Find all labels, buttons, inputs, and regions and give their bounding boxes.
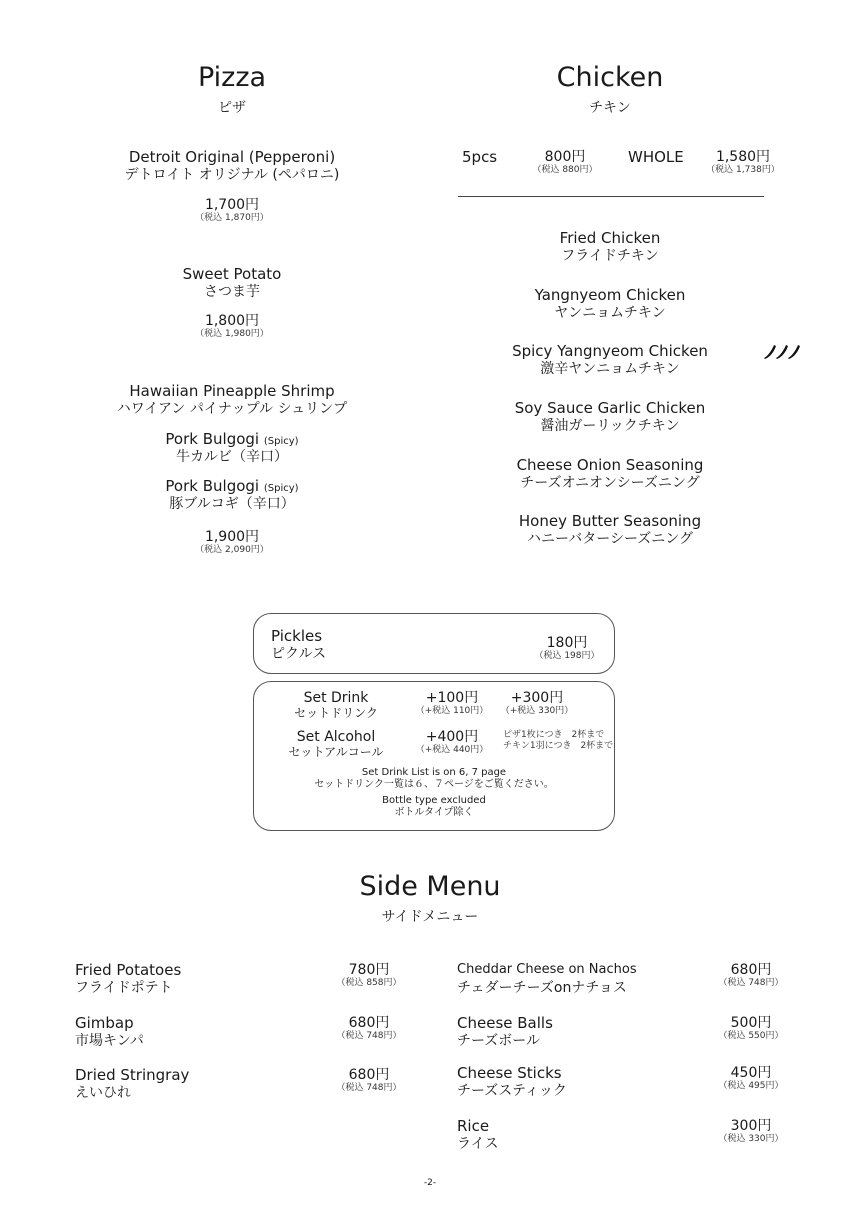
- side-item-jp: チーズボール: [457, 1033, 541, 1049]
- chicken-item-en: Spicy Yangnyeom Chicken: [512, 342, 708, 360]
- chicken-item-jp: ハニーバターシーズニング: [526, 531, 694, 547]
- tax-price: （税込 748円）: [718, 978, 784, 988]
- pizza-price: [72, 529, 392, 556]
- pizza-item: [72, 382, 392, 418]
- side-menu-subtitle: サイドメニュー: [381, 909, 479, 925]
- price-5pcs: [520, 149, 610, 176]
- price: 680円: [348, 1067, 390, 1083]
- price: +300円: [510, 690, 564, 706]
- size-whole: WHOLE: [628, 148, 684, 166]
- set-box: [253, 681, 615, 831]
- pizza-item: [72, 265, 392, 301]
- set-drink-en: Set Drink: [303, 690, 369, 706]
- pizza-subtitle: ピザ: [218, 100, 246, 116]
- set-drink: [278, 690, 394, 721]
- side-item: [457, 961, 637, 997]
- chili-pepper-icon: [762, 342, 802, 360]
- side-item: [457, 1014, 553, 1050]
- pickles-jp: ピクルス: [271, 646, 327, 662]
- pizza-price: [72, 197, 392, 224]
- chicken-item: [450, 399, 770, 435]
- chicken-item: [450, 456, 770, 492]
- pizza-price: [72, 313, 392, 340]
- tax-price: （税込 858円）: [336, 978, 402, 988]
- divider: [458, 196, 764, 197]
- set-drink-jp: セットドリンク: [294, 706, 378, 720]
- set-alcohol-jp: セットアルコール: [288, 745, 384, 759]
- side-item: [75, 961, 181, 997]
- chicken-item: [450, 229, 770, 265]
- tax-price: （税込 1,738円）: [706, 165, 780, 175]
- side-item-price: [708, 1065, 794, 1092]
- pizza-item-en: Pork Bulgogi: [165, 430, 260, 448]
- pizza-item-en: Hawaiian Pineapple Shrimp: [129, 382, 335, 400]
- pickles-en: Pickles: [271, 627, 323, 645]
- pizza-item-en: Sweet Potato: [182, 265, 282, 283]
- chicken-item-jp: 醤油ガーリックチキン: [540, 418, 680, 434]
- chicken-item-en: Yangnyeom Chicken: [534, 286, 686, 304]
- price: 180円: [546, 635, 588, 651]
- price: 300円: [730, 1118, 772, 1134]
- price: 450円: [730, 1065, 772, 1081]
- side-menu-title: Side Menu: [359, 871, 501, 902]
- chicken-item-en: Honey Butter Seasoning: [518, 512, 702, 530]
- price: +100円: [425, 690, 479, 706]
- side-item-jp: 市場キンパ: [75, 1033, 144, 1049]
- side-item-en: Dried Stringray: [75, 1066, 190, 1084]
- bottle-note: [254, 795, 614, 819]
- side-item-en: Cheese Sticks: [457, 1064, 562, 1082]
- tax-price: （税込 748円）: [336, 1031, 402, 1041]
- tax-price: （税込 880円）: [532, 165, 598, 175]
- tax-price: （税込 330円）: [718, 1134, 784, 1144]
- set-drink-price-1: [407, 690, 497, 717]
- tax-price: （税込 198円）: [534, 651, 600, 661]
- pizza-item-en: Detroit Original (Pepperoni): [128, 148, 336, 166]
- set-alcohol: [278, 729, 394, 760]
- chicken-item: [450, 512, 770, 548]
- pizza-item-jp: 豚ブルコギ（辛口）: [169, 496, 295, 512]
- chicken-item-en: Fried Chicken: [559, 229, 661, 247]
- side-item: [457, 1064, 567, 1100]
- side-item-jp: チーズスティック: [457, 1083, 567, 1099]
- side-item-price: [708, 962, 794, 989]
- chicken-item-jp: ヤンニョムチキン: [554, 305, 666, 321]
- set-drink-list-note: [254, 767, 614, 791]
- price: 1,900円: [204, 529, 260, 545]
- side-item-en: Cheese Balls: [457, 1014, 553, 1032]
- alcohol-note: チキン1羽につき 2杯まで: [503, 741, 614, 751]
- pickles-price: [522, 635, 612, 662]
- page-number: -2-: [423, 1178, 437, 1188]
- set-alcohol-en: Set Alcohol: [296, 729, 376, 745]
- price: 500円: [730, 1015, 772, 1031]
- tax-price: （税込 748円）: [336, 1083, 402, 1093]
- chicken-item: [450, 286, 770, 322]
- chicken-title: Chicken: [556, 62, 664, 93]
- tax-price: （税込 495円）: [718, 1081, 784, 1091]
- chicken-item-en: Cheese Onion Seasoning: [516, 456, 704, 474]
- side-item-jp: フライドポテト: [75, 980, 173, 996]
- list-note-en: Set Drink List is on 6, 7 page: [361, 767, 507, 778]
- side-item-jp: ライス: [457, 1136, 499, 1152]
- pickles-box: [253, 613, 615, 674]
- price: 680円: [348, 1015, 390, 1031]
- bottle-note-jp: ボトルタイプ除く: [394, 807, 474, 818]
- pizza-title: Pizza: [197, 62, 267, 93]
- side-item-price: [326, 1067, 412, 1094]
- tax-price: （税込 550円）: [718, 1031, 784, 1041]
- side-item-jp: えいひれ: [75, 1085, 131, 1101]
- spicy-note: (Spicy): [263, 483, 299, 494]
- price: 680円: [730, 962, 772, 978]
- side-item-en: Cheddar Cheese on Nachos: [457, 962, 637, 977]
- chicken-subtitle: チキン: [589, 100, 631, 116]
- price: 780円: [348, 962, 390, 978]
- chicken-item-en: Soy Sauce Garlic Chicken: [514, 399, 706, 417]
- bottle-note-en: Bottle type excluded: [382, 795, 486, 806]
- price-whole: [698, 149, 788, 176]
- pizza-item: [72, 430, 392, 466]
- pizza-item: [72, 477, 392, 513]
- side-item-price: [708, 1118, 794, 1145]
- chicken-item: [450, 342, 770, 378]
- spicy-note: (Spicy): [263, 436, 299, 447]
- price: 1,580円: [715, 149, 771, 165]
- tax-price: （税込 1,980円）: [195, 329, 269, 339]
- price: +400円: [425, 729, 479, 745]
- set-alcohol-price: [407, 729, 497, 756]
- side-item: [457, 1117, 498, 1153]
- side-item-jp: チェダーチーズonナチョス: [457, 980, 627, 996]
- side-item-price: [708, 1015, 794, 1042]
- pizza-item-jp: デトロイト オリジナル (ペパロニ): [124, 167, 340, 183]
- pizza-item-jp: さつま芋: [204, 284, 260, 300]
- side-item-en: Gimbap: [75, 1014, 134, 1032]
- pizza-item-jp: 牛カルビ（辛口）: [176, 449, 288, 465]
- set-drink-price-2: [492, 690, 582, 717]
- tax-price: （税込 2,090円）: [195, 545, 269, 555]
- pizza-item-jp: ハワイアン パイナップル シュリンプ: [116, 401, 348, 417]
- set-alcohol-notes: [503, 730, 613, 752]
- alcohol-note: ピザ1枚につき 2杯まで: [503, 730, 605, 740]
- chicken-item-jp: チーズオニオンシーズニング: [520, 475, 700, 491]
- side-item-price: [326, 1015, 412, 1042]
- tax-price: （+税込 110円）: [415, 706, 489, 716]
- chicken-item-jp: フライドチキン: [561, 248, 659, 264]
- side-item: [75, 1066, 189, 1102]
- size-5pcs: 5pcs: [462, 148, 498, 166]
- price: 1,800円: [204, 313, 260, 329]
- side-item-en: Fried Potatoes: [75, 961, 182, 979]
- tax-price: （+税込 440円）: [415, 745, 489, 755]
- pizza-item-en: Pork Bulgogi: [165, 477, 260, 495]
- price: 800円: [544, 149, 586, 165]
- tax-price: （税込 1,870円）: [195, 213, 269, 223]
- chicken-item-jp: 激辛ヤンニョムチキン: [540, 361, 680, 377]
- price: 1,700円: [204, 197, 260, 213]
- list-note-jp: セットドリンク一覧は６、７ページをご覧ください。: [314, 779, 554, 790]
- tax-price: （+税込 330円）: [500, 706, 574, 716]
- pizza-item: [72, 148, 392, 184]
- side-item: [75, 1014, 144, 1050]
- side-item-en: Rice: [457, 1117, 490, 1135]
- side-item-price: [326, 962, 412, 989]
